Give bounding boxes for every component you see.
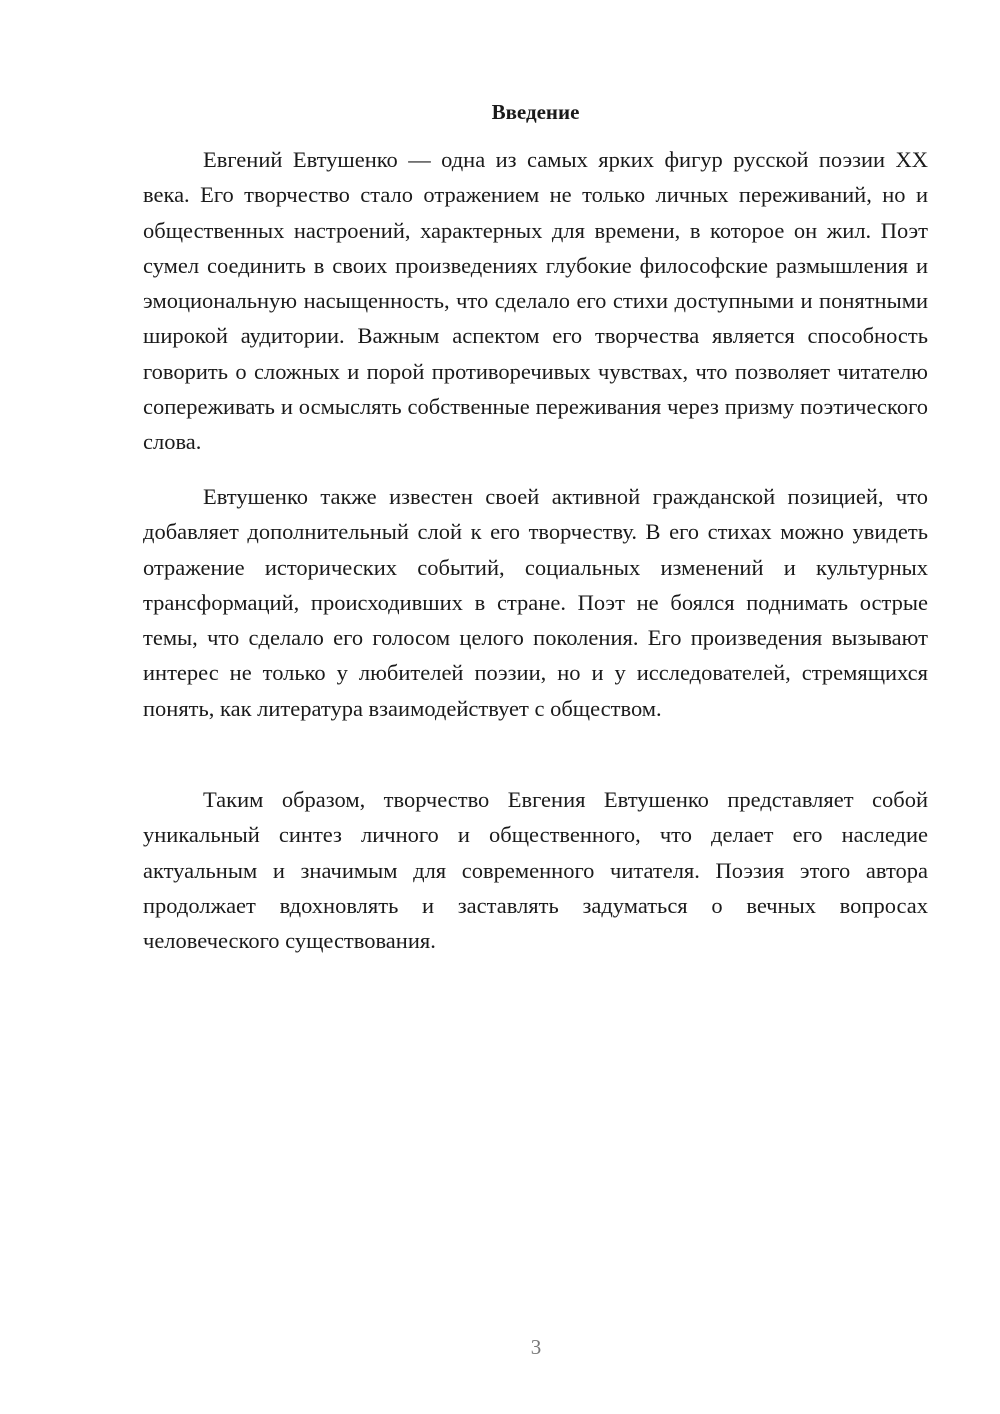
- paragraph-3: Таким образом, творчество Евгения Евтушенко представляет собой уникальный синтез личного и общественного, что делает его наследие актуальным и значимым для современного читателя. Поэзия этого автора продолжает вдохновлять и заставлять задуматься о вечных вопросах человеческого существования.: [143, 787, 928, 954]
- paragraph-2: Евтушенко также известен своей активной гражданской позицией, что добавляет дополнительный слой к его творчеству. В его стихах можно увидеть отражение исторических событий, социальных изменений и культурных трансформаций, происходивших в стране. Поэт не боялся поднимать острые темы, что сделало его голосом целого поколения. Его произведения вызывают интерес не только у любителей поэзии, но и у исследователей, стремящихся понять, как литература взаимодействует с обществом.: [143, 484, 928, 721]
- page-title: Введение: [491, 100, 580, 124]
- page-number: 3: [530, 1335, 542, 1359]
- paragraph-1: Евгений Евтушенко — одна из самых ярких фигур русской поэзии XX века. Его творчество стало отражением не только личных переживаний, но и общественных настроений, характерных для времени, в которое он жил. Поэт сумел соединить в своих произведениях глубокие философские размышления и эмоциональную насыщенность, что сделало его стихи доступными и понятными широкой аудитории. Важным аспектом его творчества является способность говорить о сложных и порой противоречивых чувствах, что позволяет читателю сопереживать и осмыслять собственные переживания через призму поэтического слова.: [143, 147, 928, 455]
